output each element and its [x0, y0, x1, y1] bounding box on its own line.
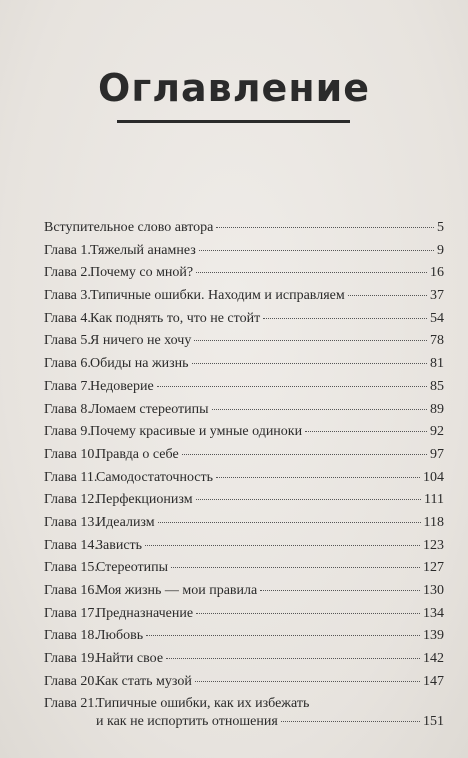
- dot-leader: [348, 295, 427, 296]
- toc-entry: [44, 444, 444, 467]
- toc-entry: [44, 648, 444, 671]
- toc-entry-title: Идеализм: [96, 514, 155, 530]
- toc-entry-page: 5: [437, 220, 444, 235]
- toc-chapter-label: Глава 16.: [44, 583, 98, 598]
- toc-chapter-label: Глава 15.: [44, 560, 98, 576]
- toc-entry: [44, 535, 444, 558]
- toc-entry-page: 89: [430, 401, 444, 417]
- toc-chapter-label: Глава 14.: [44, 537, 98, 553]
- toc-entry-intro: [44, 217, 444, 240]
- toc-entry-title: Недоверие: [90, 378, 154, 394]
- toc-chapter-label: Глава 4.: [44, 310, 91, 326]
- toc-chapter-label: Глава 7.: [44, 378, 91, 394]
- toc-entry: [44, 308, 444, 331]
- toc-entry-title: Найти свое: [96, 651, 164, 667]
- toc-entry-title: Я ничего не хочу: [90, 333, 192, 349]
- toc-entry-page: 130: [423, 583, 444, 598]
- toc-entry: [44, 671, 444, 694]
- dot-leader: [216, 477, 420, 478]
- dot-leader: [157, 386, 427, 387]
- toc-chapter-label: Глава 9.: [44, 424, 91, 440]
- toc-entry: [44, 262, 444, 285]
- toc-entry-page: 37: [430, 288, 444, 304]
- toc-chapter-label: Глава 13.: [44, 514, 98, 530]
- dot-leader: [216, 227, 434, 228]
- toc-entry: [44, 512, 444, 535]
- toc-entry-title: Стереотипы: [96, 560, 169, 576]
- toc-chapter-label: Глава 2.: [44, 265, 91, 281]
- toc-entry-title: Типичные ошибки. Находим и исправляем: [90, 288, 345, 304]
- toc-entry-last: [44, 693, 444, 731]
- dot-leader: [146, 635, 420, 636]
- dot-leader: [192, 363, 427, 364]
- dot-leader: [212, 409, 427, 410]
- toc-entry-title: Почему красивые и умные одиноки: [90, 424, 303, 440]
- toc-chapter-label: Глава 11.: [44, 469, 98, 485]
- toc-entry-title: Тяжелый анамнез: [90, 242, 196, 258]
- toc-chapter-label: Глава 3.: [44, 288, 91, 304]
- toc-entry-title: Как стать музой: [96, 673, 192, 689]
- toc-entry-title: Типичные ошибки, как их избежать: [96, 696, 310, 712]
- toc-chapter-label: Глава 18.: [44, 628, 98, 644]
- dot-leader: [194, 340, 427, 341]
- dot-leader: [158, 522, 421, 523]
- table-of-contents: [44, 217, 444, 731]
- toc-chapter-label: Глава 17.: [44, 605, 98, 621]
- toc-entry-page: 104: [423, 469, 444, 485]
- toc-entry-page: 97: [430, 446, 444, 462]
- toc-entry: [44, 489, 444, 512]
- toc-chapter-label: Глава 20.: [44, 673, 98, 689]
- toc-chapter-label: Глава 21.: [44, 696, 98, 712]
- toc-chapter-label: Глава 19.: [44, 651, 98, 667]
- toc-chapter-label: Глава 8.: [44, 401, 91, 417]
- dot-leader: [196, 499, 421, 500]
- toc-entry-title: Почему со мной?: [90, 265, 194, 281]
- toc-entry-title: Ломаем стереотипы: [90, 401, 209, 417]
- dot-leader: [166, 658, 420, 659]
- toc-entry-title: Зависть: [96, 537, 143, 553]
- dot-leader: [263, 318, 427, 319]
- toc-entry-title: Перфекционизм: [96, 492, 193, 508]
- toc-entry: [44, 399, 444, 422]
- toc-entry-page: 142: [423, 651, 444, 667]
- toc-entry-page: 139: [423, 628, 444, 644]
- toc-entry-line: [44, 713, 444, 731]
- toc-entry-page: 54: [430, 310, 444, 326]
- dot-leader: [195, 681, 420, 682]
- toc-entry: [44, 421, 444, 444]
- toc-entry-title-continued: и как не испортить отношения: [96, 714, 278, 730]
- toc-entry-page: 123: [423, 537, 444, 553]
- toc-entry: [44, 625, 444, 648]
- toc-entry-page: 85: [430, 378, 444, 394]
- toc-entry-title: Моя жизнь — мои правила: [96, 583, 258, 598]
- toc-entry: [44, 557, 444, 580]
- toc-chapter-label: Глава 1.: [44, 242, 91, 258]
- toc-entry-page: 134: [423, 605, 444, 621]
- toc-entry-title: Правда о себе: [96, 446, 179, 462]
- toc-chapter-label: Глава 10.: [44, 446, 98, 462]
- dot-leader: [196, 272, 427, 273]
- page-title: Оглавление: [98, 66, 370, 110]
- toc-entry-title: Обиды на жизнь: [90, 356, 189, 372]
- toc-entry-page: 111: [424, 492, 444, 508]
- dot-leader: [182, 454, 427, 455]
- toc-entry: [44, 240, 444, 263]
- toc-entry-page: 127: [423, 560, 444, 576]
- toc-entry-page: 92: [430, 424, 444, 440]
- toc-entry-line: [44, 695, 444, 713]
- toc-entry-page: 81: [430, 356, 444, 372]
- toc-entry-title: Самодостаточность: [96, 469, 214, 485]
- toc-entry-page: 151: [423, 714, 444, 730]
- toc-entry: [44, 376, 444, 399]
- toc-chapter-label: Глава 5.: [44, 333, 91, 349]
- toc-entry-page: 147: [423, 673, 444, 689]
- toc-entry: [44, 467, 444, 490]
- toc-entry-page: 118: [423, 514, 444, 530]
- toc-entry-page: 9: [437, 242, 444, 258]
- toc-entry-title: Как поднять то, что не стойт: [90, 310, 261, 326]
- toc-chapter-label: Глава 6.: [44, 356, 91, 372]
- toc-entry: [44, 285, 444, 308]
- toc-entry: [44, 353, 444, 376]
- dot-leader: [199, 250, 434, 251]
- dot-leader: [281, 721, 420, 722]
- toc-entry-title: Предназначение: [96, 605, 194, 621]
- toc-entry: [44, 330, 444, 353]
- dot-leader: [171, 567, 420, 568]
- dot-leader: [305, 431, 427, 432]
- dot-leader: [260, 590, 420, 591]
- title-underline: [117, 120, 350, 123]
- toc-chapter-label: Глава 12.: [44, 492, 98, 508]
- dot-leader: [145, 545, 420, 546]
- toc-entry-title: Любовь: [96, 628, 144, 644]
- toc-entry-page: 16: [430, 265, 444, 281]
- toc-entry-title: Вступительное слово автора: [44, 220, 214, 235]
- toc-entry-page: 78: [430, 333, 444, 349]
- dot-leader: [196, 613, 420, 614]
- toc-entry: [44, 580, 444, 603]
- toc-entry: [44, 603, 444, 626]
